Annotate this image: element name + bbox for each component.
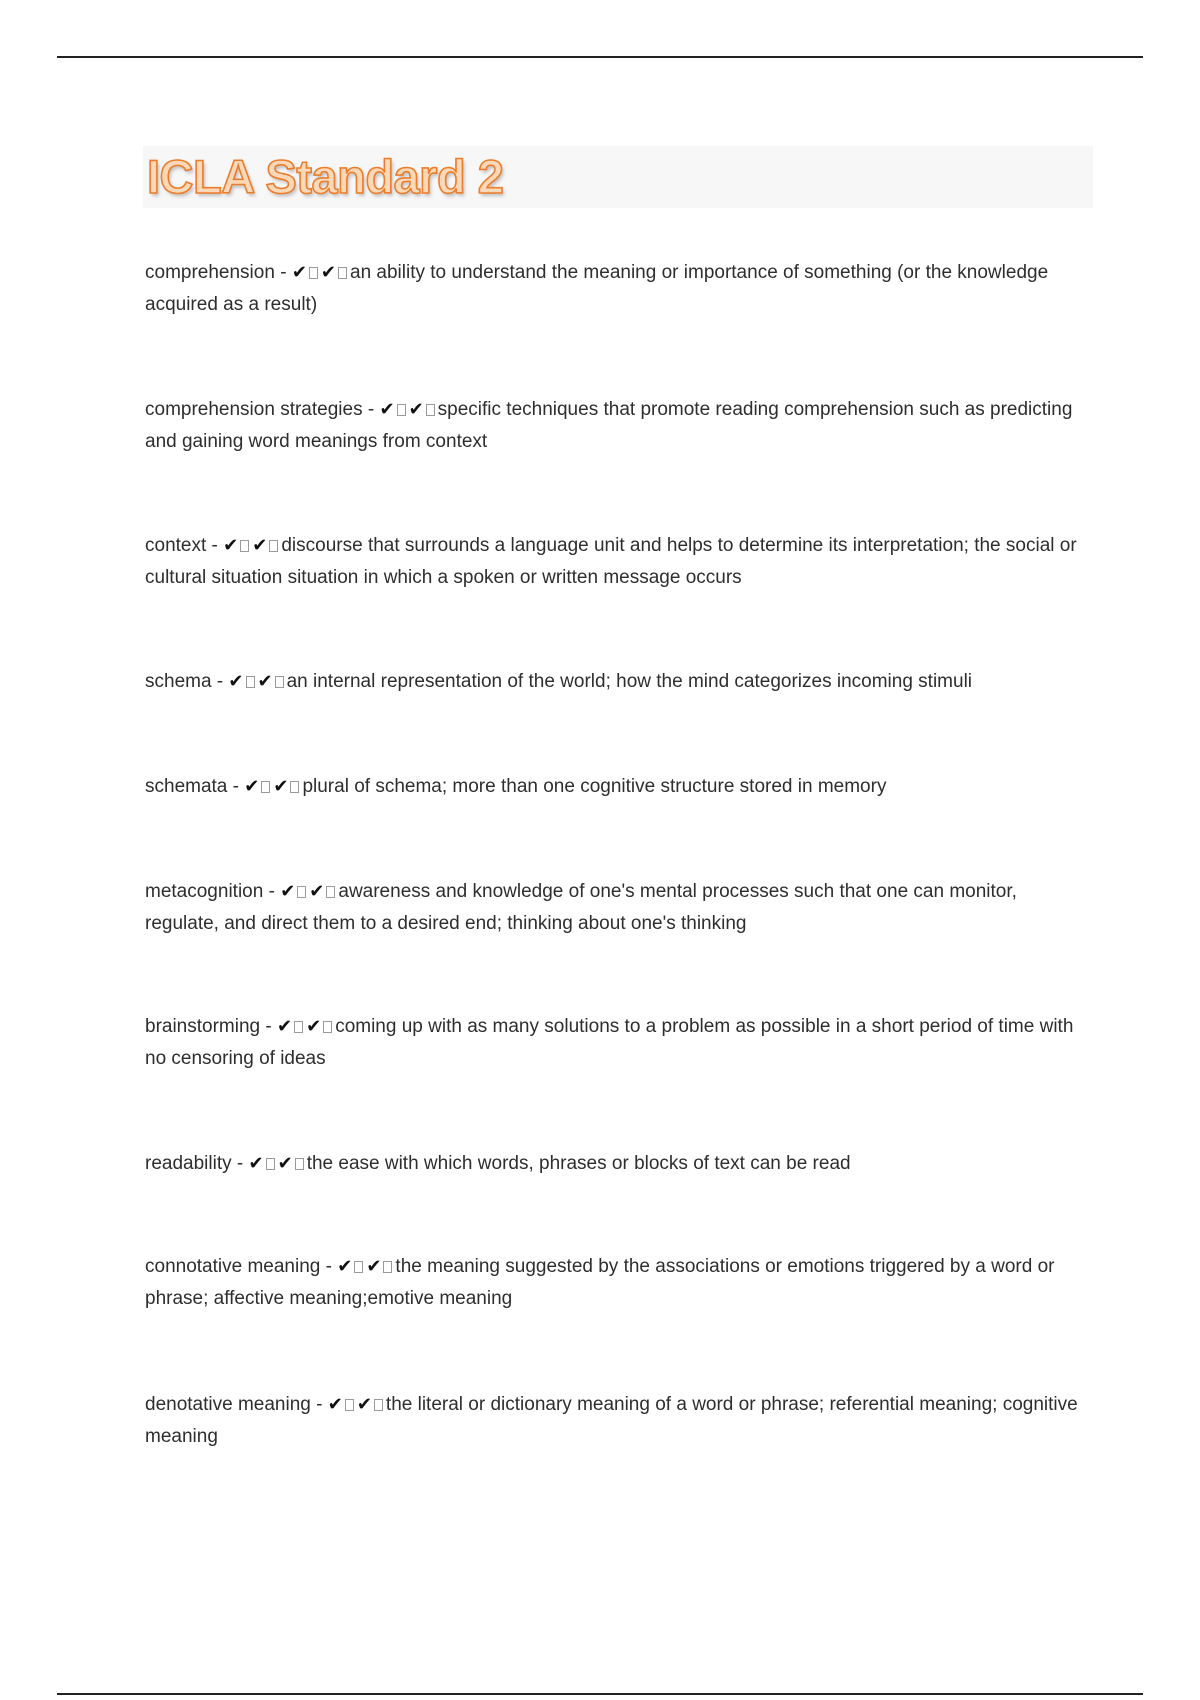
missing-glyph-icon: [266, 1158, 275, 1170]
missing-glyph-icon: [290, 781, 299, 793]
check-mark-icon: ✔: [291, 262, 307, 283]
entry-definition: plural of schema; more than one cognitive structure stored in memory: [302, 776, 887, 797]
check-mark-icon: ✔: [228, 671, 244, 692]
entry-definition: an ability to understand the meaning or importance of something (or the knowledge acquired as a result): [145, 262, 1049, 315]
missing-glyph-icon: [397, 404, 406, 416]
entry-definition: awareness and knowledge of one's mental processes such that one can monitor, regulate, and direct them to a desired end; thinking about one's thinking: [145, 881, 1017, 934]
entry-denotative-meaning: [145, 1389, 1095, 1453]
entry-definition: an internal representation of the world; how the mind categorizes incoming stimuli: [286, 671, 973, 692]
check-mark-icon: ✔: [273, 776, 289, 797]
missing-glyph-icon: [269, 540, 278, 552]
entry-definition: discourse that surrounds a language unit and helps to determine its interpretation; the social or cultural situation situation in which a spoken or written message occurs: [145, 535, 1077, 588]
entry-separator: -: [320, 1256, 338, 1277]
missing-glyph-icon: [294, 1021, 303, 1033]
entry-schema: [145, 666, 1095, 698]
entry-definition: the literal or dictionary meaning of a word or phrase; referential meaning; cognitive meaning: [145, 1394, 1078, 1447]
check-mark-icon: ✔: [366, 1256, 382, 1277]
check-mark-icon: ✔: [223, 535, 239, 556]
check-mark-icon: ✔: [320, 262, 336, 283]
check-mark-icon: ✔: [244, 776, 260, 797]
missing-glyph-icon: [374, 1399, 383, 1411]
entry-schemata: [145, 771, 1095, 803]
missing-glyph-icon: [338, 267, 347, 279]
entry-definition: coming up with as many solutions to a problem as possible in a short period of time with no censoring of ideas: [145, 1016, 1074, 1069]
check-mark-icon: ✔: [408, 399, 424, 420]
missing-glyph-icon: [240, 540, 249, 552]
entry-term: schemata: [145, 776, 228, 797]
missing-glyph-icon: [297, 886, 306, 898]
entry-definition: the meaning suggested by the associations or emotions triggered by a word or phrase; affective meaning;emotive meaning: [145, 1256, 1055, 1309]
check-mark-icon: ✔: [248, 1153, 264, 1174]
document-title: ICLA Standard 2: [147, 150, 504, 203]
entry-definition: the ease with which words, phrases or blocks of text can be read: [306, 1153, 851, 1174]
check-mark-icon: ✔: [356, 1394, 372, 1415]
entry-term: metacognition: [145, 881, 264, 902]
bottom-rule: [57, 1693, 1143, 1695]
entry-connotative-meaning: [145, 1251, 1095, 1315]
missing-glyph-icon: [345, 1399, 354, 1411]
entry-metacognition: [145, 876, 1095, 940]
entry-readability: [145, 1148, 1095, 1180]
entry-term: readability: [145, 1153, 232, 1174]
check-mark-icon: ✔: [327, 1394, 343, 1415]
missing-glyph-icon: [309, 267, 318, 279]
missing-glyph-icon: [323, 1021, 332, 1033]
entry-separator: -: [310, 1394, 328, 1415]
missing-glyph-icon: [261, 781, 270, 793]
top-rule: [57, 56, 1143, 58]
missing-glyph-icon: [246, 676, 255, 688]
missing-glyph-icon: [426, 404, 435, 416]
check-mark-icon: ✔: [280, 881, 296, 902]
entry-term: context: [145, 535, 207, 556]
entry-context: [145, 530, 1095, 594]
entry-term: comprehension: [145, 262, 275, 283]
entry-comprehension-strategies: [145, 394, 1095, 458]
check-mark-icon: ✔: [337, 1256, 353, 1277]
entry-term: brainstorming: [145, 1016, 261, 1037]
missing-glyph-icon: [275, 676, 284, 688]
entry-comprehension: [145, 257, 1095, 321]
entry-separator: -: [227, 776, 245, 797]
entry-separator: -: [274, 262, 292, 283]
check-mark-icon: ✔: [257, 671, 273, 692]
check-mark-icon: ✔: [379, 399, 395, 420]
entry-separator: -: [263, 881, 281, 902]
missing-glyph-icon: [383, 1261, 392, 1273]
entry-term: comprehension strategies: [145, 399, 363, 420]
check-mark-icon: ✔: [306, 1016, 322, 1037]
entry-separator: -: [206, 535, 224, 556]
entry-brainstorming: [145, 1011, 1095, 1075]
entry-definition: specific techniques that promote reading comprehension such as predicting and gaining word meanings from context: [145, 399, 1073, 452]
missing-glyph-icon: [326, 886, 335, 898]
title-band: [143, 146, 1093, 208]
missing-glyph-icon: [354, 1261, 363, 1273]
entry-separator: -: [362, 399, 380, 420]
check-mark-icon: ✔: [277, 1016, 293, 1037]
entry-separator: -: [231, 1153, 249, 1174]
missing-glyph-icon: [295, 1158, 304, 1170]
entry-term: connotative meaning: [145, 1256, 321, 1277]
entry-term: schema: [145, 671, 212, 692]
check-mark-icon: ✔: [309, 881, 325, 902]
entry-separator: -: [260, 1016, 277, 1037]
entry-term: denotative meaning: [145, 1394, 311, 1415]
check-mark-icon: ✔: [252, 535, 268, 556]
entry-separator: -: [211, 671, 229, 692]
check-mark-icon: ✔: [277, 1153, 293, 1174]
